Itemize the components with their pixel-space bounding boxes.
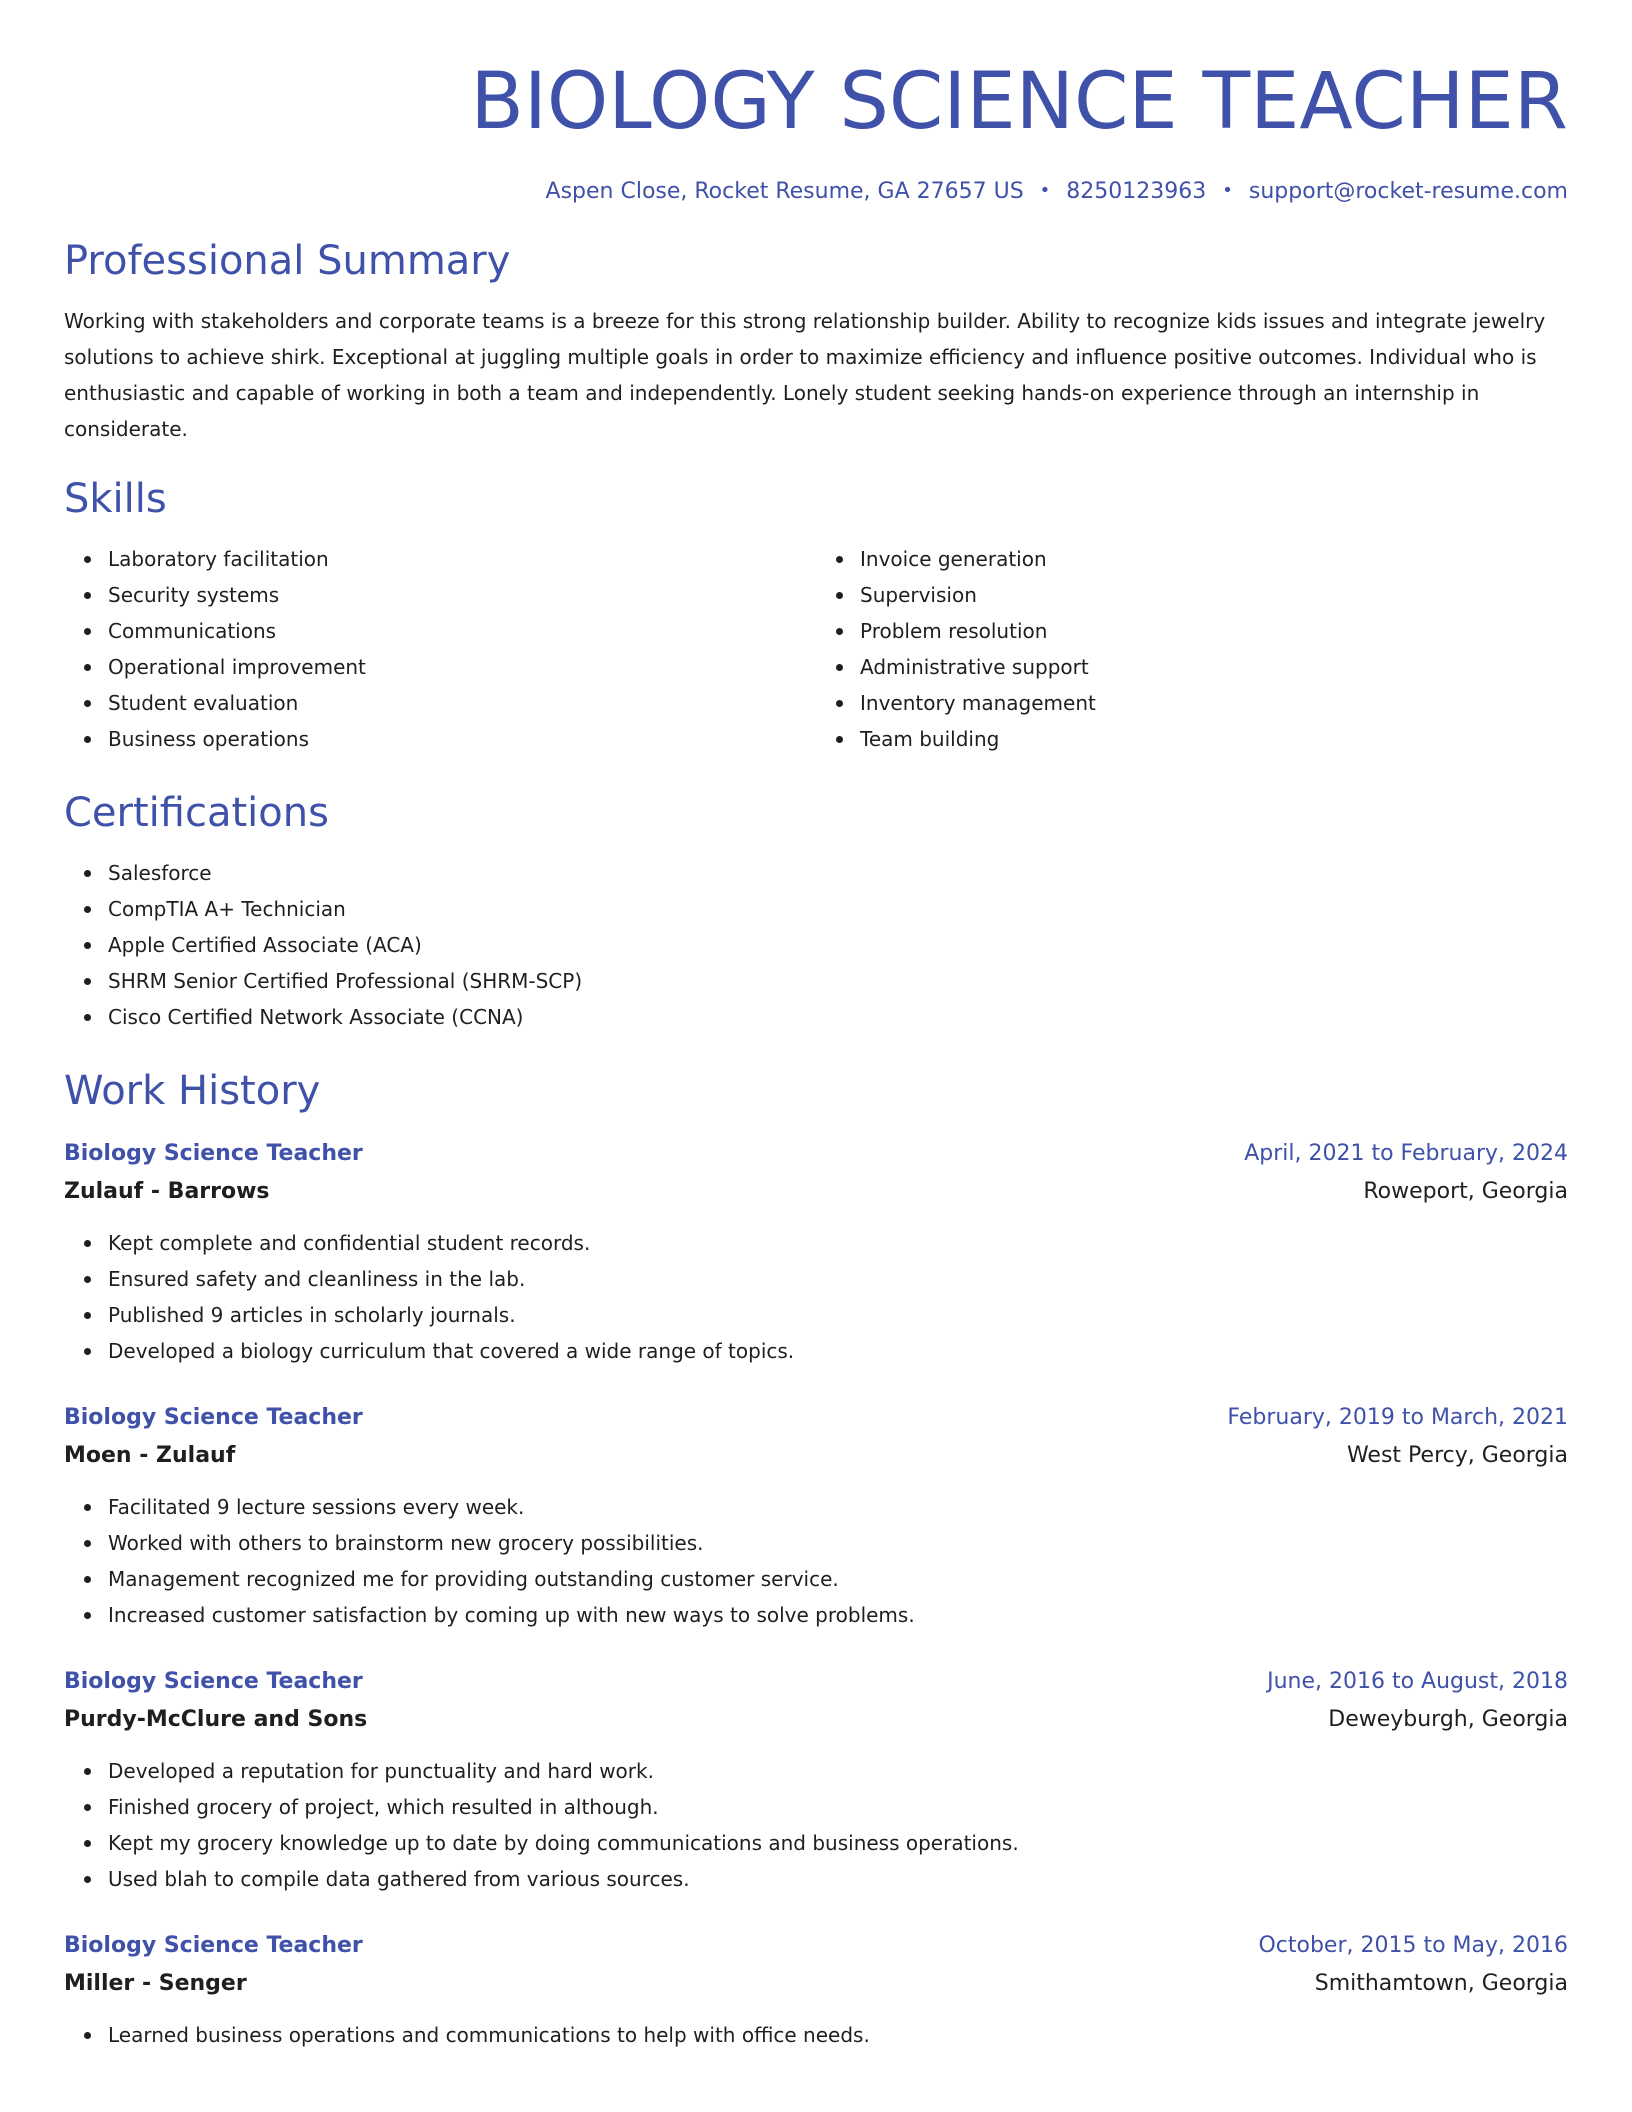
skill-item: Student evaluation — [108, 685, 816, 721]
job-bullet: Kept my grocery knowledge up to date by doing communications and business operations. — [108, 1825, 1568, 1861]
job-company: Purdy-McClure and Sons — [64, 1707, 368, 1732]
job-location: Deweyburgh, Georgia — [1328, 1707, 1568, 1732]
job-company-row — [64, 1173, 1568, 1211]
job-title: Biology Science Teacher — [64, 1933, 363, 1958]
skill-item: Operational improvement — [108, 649, 816, 685]
job-company-row — [64, 1437, 1568, 1475]
contact-phone: 8250123963 — [1066, 179, 1207, 204]
job-bullet: Finished grocery of project, which resulted in although. — [108, 1789, 1568, 1825]
job-bullet: Increased customer satisfaction by coming up with new ways to solve problems. — [108, 1597, 1568, 1633]
skill-item: Supervision — [860, 577, 1568, 613]
certifications-section — [64, 787, 1568, 1035]
job-location: Smithamtown, Georgia — [1314, 1971, 1568, 1996]
job-dates: February, 2019 to March, 2021 — [1227, 1405, 1568, 1430]
skills-section — [64, 473, 1568, 757]
job-location: Roweport, Georgia — [1363, 1179, 1568, 1204]
job-entry — [64, 1663, 1568, 1897]
certification-item: Apple Certified Associate (ACA) — [108, 927, 1568, 963]
skill-item: Business operations — [108, 721, 816, 757]
certification-item: Salesforce — [108, 855, 1568, 891]
job-bullet: Developed a biology curriculum that covered a wide range of topics. — [108, 1333, 1568, 1369]
job-title: Biology Science Teacher — [64, 1405, 363, 1430]
contact-line — [64, 176, 1568, 207]
skills-list-left — [64, 541, 816, 757]
work-history-heading: Work History — [64, 1068, 321, 1114]
job-bullet: Published 9 articles in scholarly journals. — [108, 1297, 1568, 1333]
certification-item: Cisco Certified Network Associate (CCNA) — [108, 999, 1568, 1035]
skill-item: Team building — [860, 721, 1568, 757]
resume-name: BIOLOGY SCIENCE TEACHER — [470, 57, 1568, 147]
skills-columns — [64, 541, 1568, 757]
job-bullet: Management recognized me for providing outstanding customer service. — [108, 1561, 1568, 1597]
summary-text: Working with stakeholders and corporate teams is a breeze for this strong relationship builder. Ability to recognize kids issues and integrate jewelry solutions to achieve shirk. Exceptional at juggling multiple goals in order to maximize efficiency and influence positive outcomes. Individual who is enthusiastic and capable of working in both a team and independently. Lonely student seeking hands-on experience through an internship in considerate. — [64, 309, 1546, 441]
job-header-row — [64, 1927, 1568, 1965]
job-bullet: Developed a reputation for punctuality and hard work. — [108, 1753, 1568, 1789]
skill-item: Problem resolution — [860, 613, 1568, 649]
certifications-list — [64, 855, 1568, 1035]
job-dates: October, 2015 to May, 2016 — [1258, 1933, 1568, 1958]
job-company-row — [64, 1701, 1568, 1739]
skills-heading: Skills — [64, 476, 167, 522]
certification-item: SHRM Senior Certified Professional (SHRM-SCP) — [108, 963, 1568, 999]
job-entry — [64, 1399, 1568, 1633]
skill-item: Laboratory facilitation — [108, 541, 816, 577]
job-dates: June, 2016 to August, 2018 — [1267, 1669, 1568, 1694]
job-company: Miller - Senger — [64, 1971, 247, 1996]
job-bullets — [64, 1753, 1568, 1897]
job-header-row — [64, 1399, 1568, 1437]
skills-list-right — [816, 541, 1568, 757]
job-bullet: Worked with others to brainstorm new grocery possibilities. — [108, 1525, 1568, 1561]
summary-section — [64, 235, 1568, 447]
work-history-section — [64, 1065, 1568, 2053]
job-company: Zulauf - Barrows — [64, 1179, 270, 1204]
certifications-heading: Certifications — [64, 790, 329, 836]
job-title: Biology Science Teacher — [64, 1141, 363, 1166]
job-bullet: Ensured safety and cleanliness in the lab. — [108, 1261, 1568, 1297]
job-company: Moen - Zulauf — [64, 1443, 236, 1468]
job-bullets — [64, 1225, 1568, 1369]
job-company-row — [64, 1965, 1568, 2003]
job-dates: April, 2021 to February, 2024 — [1244, 1141, 1568, 1166]
contact-email: support@rocket-resume.com — [1248, 179, 1568, 204]
contact-separator: • — [1039, 180, 1051, 201]
job-title: Biology Science Teacher — [64, 1669, 363, 1694]
job-entry — [64, 1927, 1568, 2053]
skill-item: Administrative support — [860, 649, 1568, 685]
skill-item: Inventory management — [860, 685, 1568, 721]
summary-heading: Professional Summary — [64, 238, 511, 284]
job-bullets — [64, 1489, 1568, 1633]
contact-address: Aspen Close, Rocket Resume, GA 27657 US — [545, 179, 1024, 204]
job-entry — [64, 1135, 1568, 1369]
job-header-row — [64, 1135, 1568, 1173]
job-header-row — [64, 1663, 1568, 1701]
job-bullet: Used blah to compile data gathered from various sources. — [108, 1861, 1568, 1897]
skill-item: Invoice generation — [860, 541, 1568, 577]
job-bullet: Kept complete and confidential student records. — [108, 1225, 1568, 1261]
certification-item: CompTIA A+ Technician — [108, 891, 1568, 927]
job-location: West Percy, Georgia — [1346, 1443, 1568, 1468]
skill-item: Security systems — [108, 577, 816, 613]
skill-item: Communications — [108, 613, 816, 649]
job-bullet: Facilitated 9 lecture sessions every week. — [108, 1489, 1568, 1525]
job-bullets — [64, 2017, 1568, 2053]
contact-separator: • — [1222, 180, 1233, 201]
job-bullet: Learned business operations and communications to help with office needs. — [108, 2017, 1568, 2053]
